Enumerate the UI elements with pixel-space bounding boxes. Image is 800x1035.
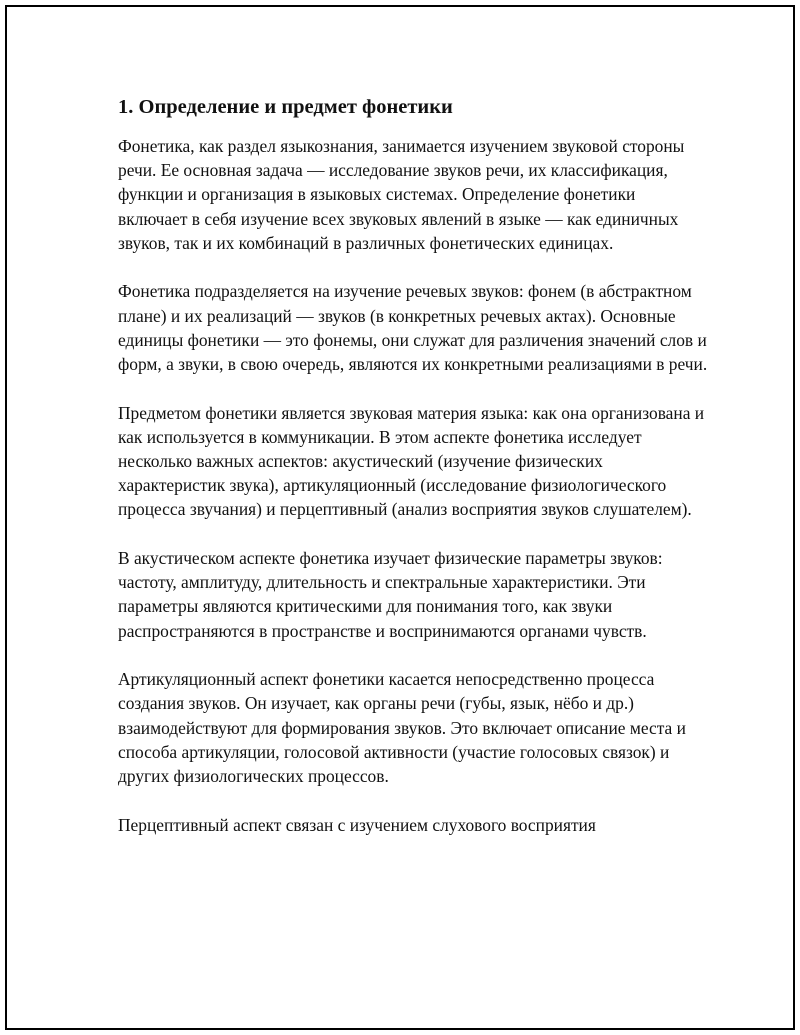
paragraph-perceptual: Перцептивный аспект связан с изучением слухового восприятия [118, 814, 596, 835]
paragraph-articulatory: Артикуляционный аспект фонетики касается непосредственно процесса создания звуков. Он изучает, как органы речи (губы, язык, нёбо и др.) взаимодействуют для формирования звуков. Это включает описание места и способа артикуляции, голосовой активности (участие голосовых связок) и других физиологических процессов. [118, 669, 686, 787]
paragraph-units: Фонетика подразделяется на изучение речевых звуков: фонем (в абстрактном плане) и их реализаций — звуков (в конкретных речевых актах). Основные единицы фонетики — это фонемы, они служат для различения значений слов и форм, а звуки, в свою очередь, являются их конкретными реализациями в речи. [118, 281, 708, 375]
paragraph-acoustic: В акустическом аспекте фонетика изучает физические параметры звуков: частоту, амплитуду, длительность и спектральные характеристики. Эти параметры являются критическими для понимания того, как звуки распространяются в пространстве и воспринимаются органами чувств. [118, 548, 663, 641]
paragraph-subject: Предметом фонетики является звуковая материя языка: как она организована и как используется в коммуникации. В этом аспекте фонетика исследует несколько важных аспектов: акустический (изучение физических характеристик звука), артикуляционный (исследование физиологического процесса звучания) и перцептивный (анализ восприятия звуков слушателем). [118, 402, 705, 520]
section-heading: 1. Определение и предмет фонетики [118, 96, 453, 118]
paragraph-definition: Фонетика, как раздел языкознания, занимается изучением звуковой стороны речи. Ее основная задача — исследование звуков речи, их классификация, функции и организация в языковых системах. Определение фонетики включает в себя изучение всех звуковых явлений в языке — как единичных звуков, так и их комбинаций в различных фонетических единицах. [118, 136, 685, 253]
document-body [118, 94, 708, 861]
